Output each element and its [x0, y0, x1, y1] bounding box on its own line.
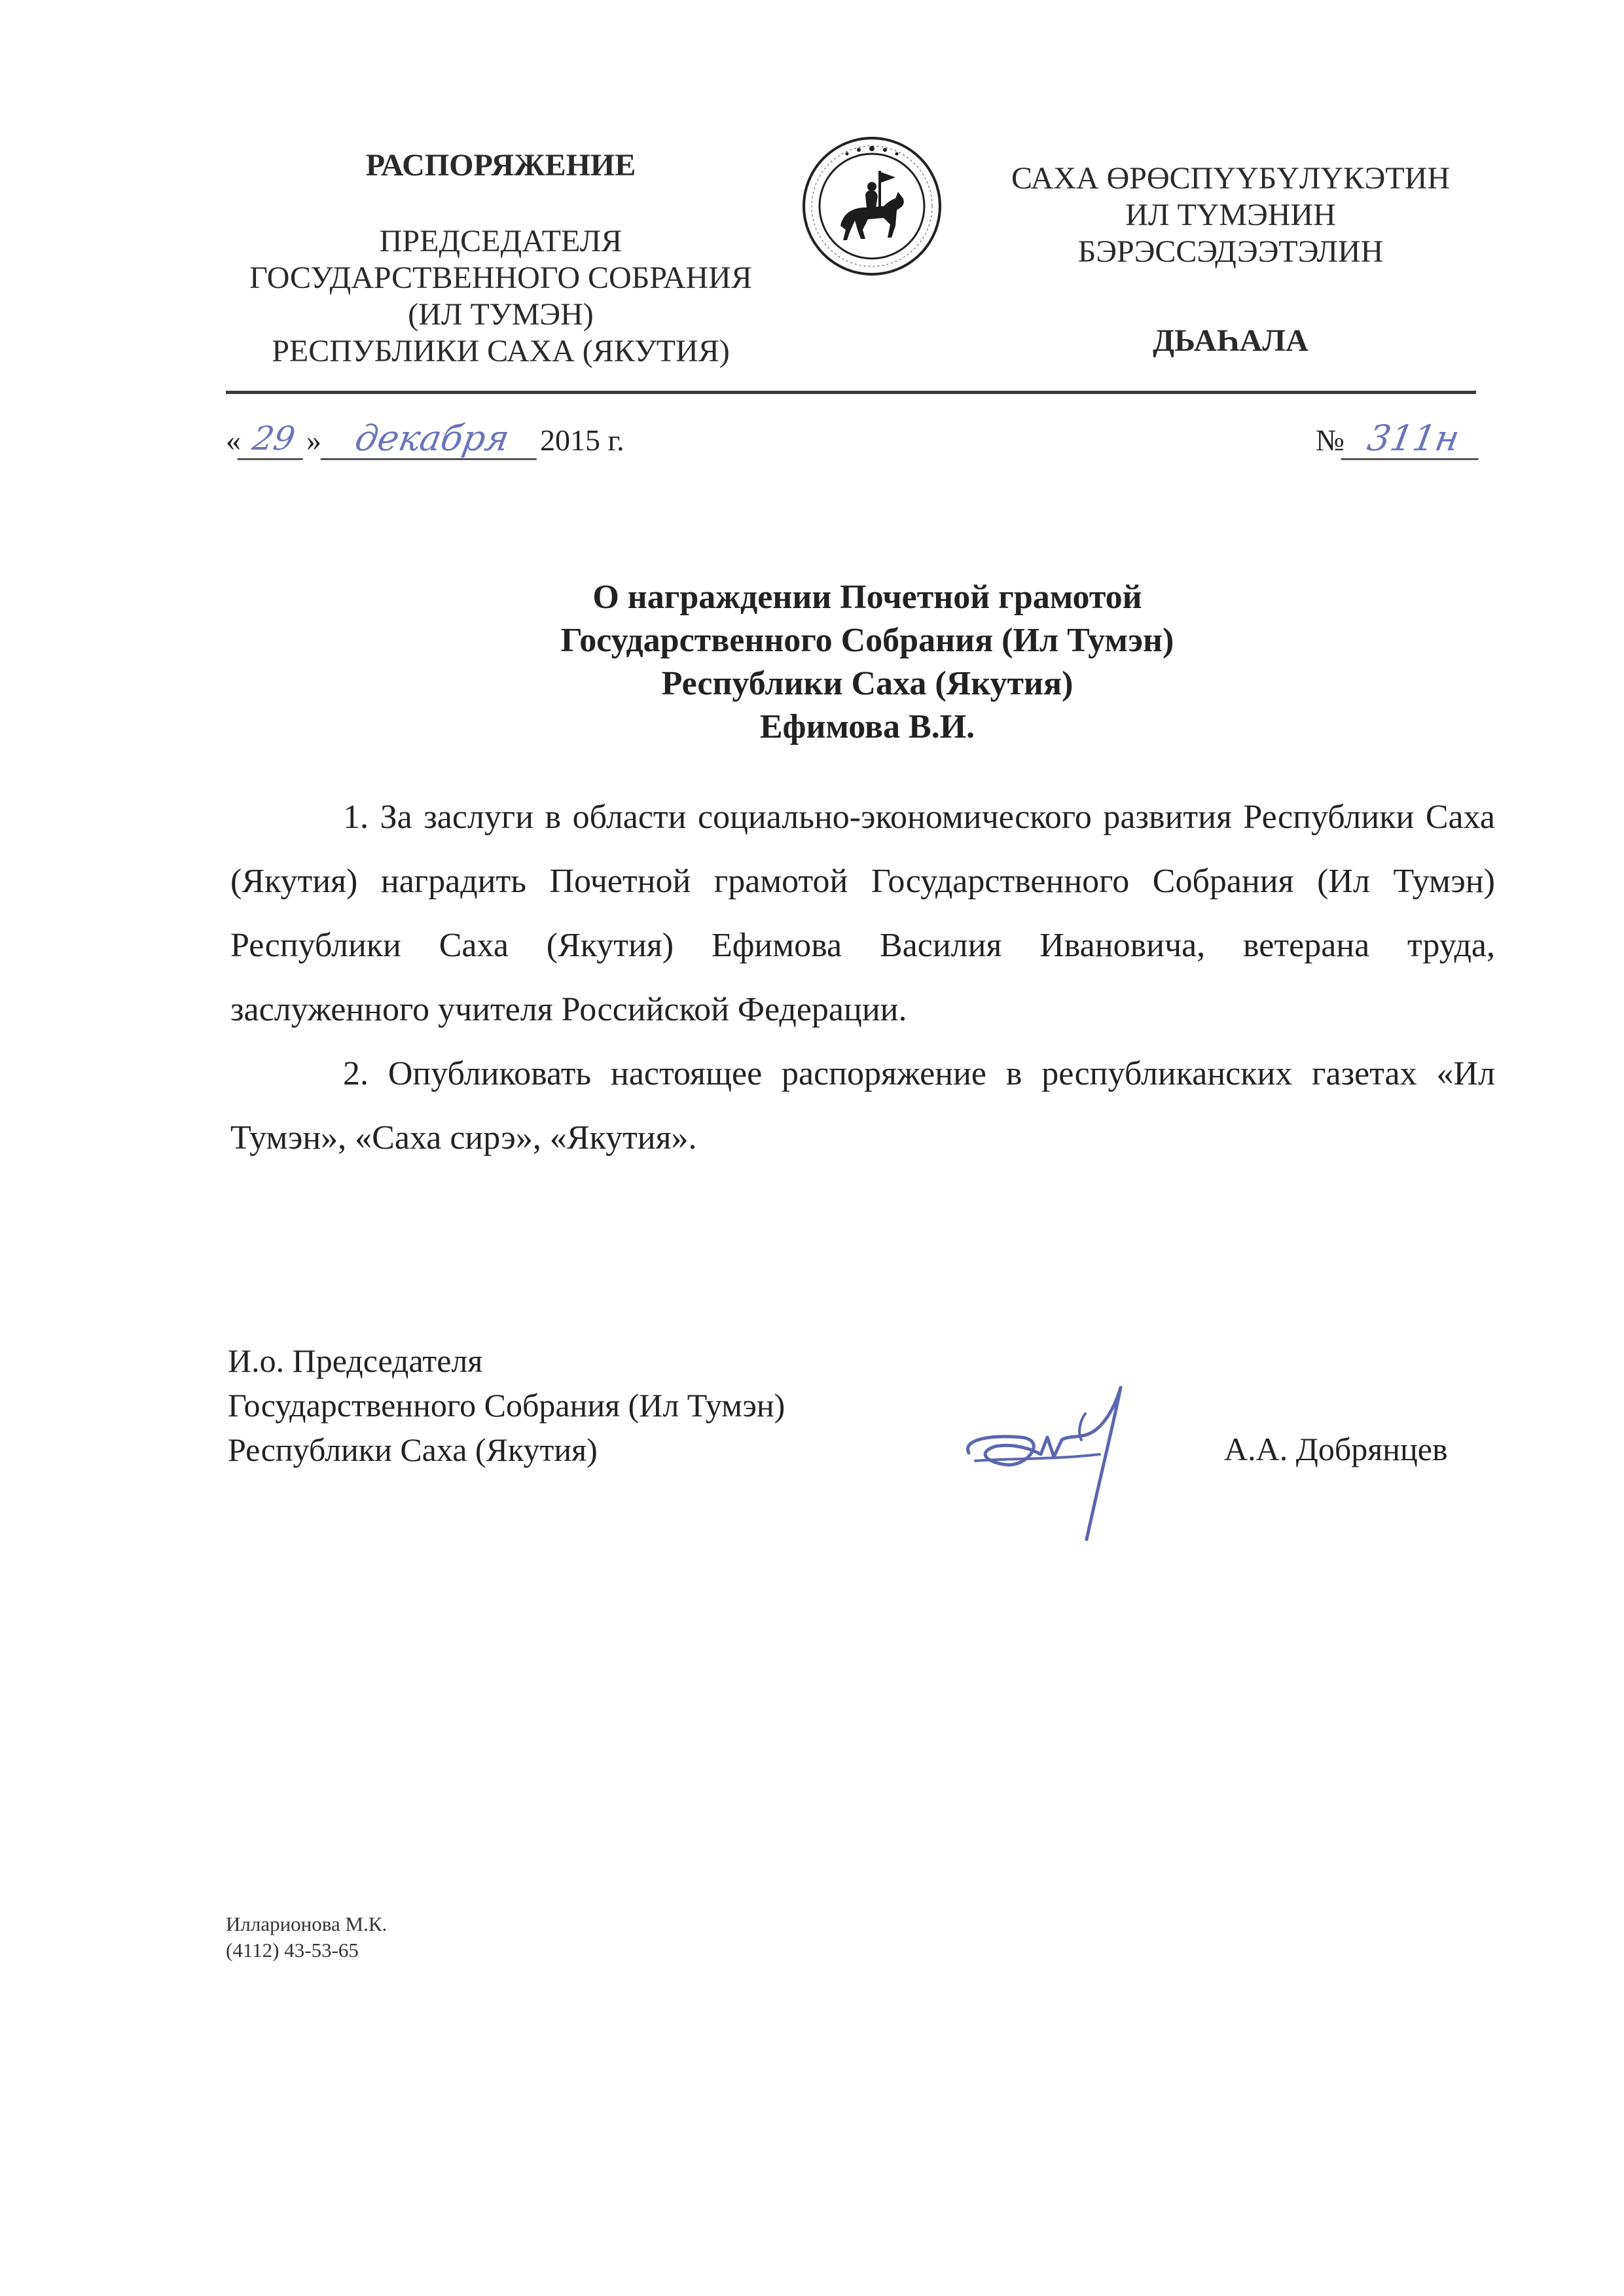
signatory-name: А.А. Добрянцев — [1224, 1431, 1448, 1467]
body-paragraph: 1. За заслуги в области социально-экономического развития Республики Саха (Якутия) наградить Почетной грамотой Государственного Собрания (Ил Тумэн) Республики Саха (Якутия) Ефимова Василия Ивановича, ветерана труда, заслуженного учителя Российской Федерации. — [230, 798, 1495, 1028]
title-line: Республики Саха (Якутия) — [661, 665, 1074, 702]
sakha-republic-emblem-icon — [800, 134, 944, 278]
issuer-line: (ИЛ ТУМЭН) — [408, 297, 594, 332]
executor-name: Илларионова М.К. — [226, 1912, 388, 1935]
title-line: О награждении Почетной грамотой — [592, 579, 1142, 616]
header-divider — [226, 391, 1476, 394]
executor-info — [226, 1911, 387, 1964]
header-right — [982, 160, 1479, 359]
document-body — [230, 785, 1495, 1170]
document-date — [226, 419, 624, 460]
document-type-title-sakha: ДЬАҺАЛА — [1153, 323, 1308, 358]
signatory-position-line: Республики Саха (Якутия) — [228, 1431, 598, 1468]
issuer-line-sakha: БЭРЭССЭДЭЭТЭЛИН — [1077, 234, 1384, 269]
document-type-title: РАСПОРЯЖЕНИЕ — [365, 148, 636, 183]
title-line: Ефимова В.И. — [759, 708, 975, 745]
signatory-position-line: Государственного Собрания (Ил Тумэн) — [228, 1387, 785, 1424]
title-line: Государственного Собрания (Ил Тумэн) — [560, 622, 1174, 659]
header-left — [216, 147, 785, 370]
issuer-line: ГОСУДАРСТВЕННОГО СОБРАНИЯ — [249, 260, 752, 295]
date-close-quote: » — [306, 423, 321, 457]
handwritten-signature — [949, 1374, 1146, 1545]
date-month-handwritten: декабря — [320, 419, 543, 460]
signatory-position — [228, 1338, 785, 1472]
body-paragraph: 2. Опубликовать настоящее распоряжение в республиканских газетах «Ил Тумэн», «Саха сирэ», «Якутия». — [230, 1055, 1495, 1157]
document-title — [226, 576, 1509, 749]
document-number — [1316, 419, 1482, 460]
number-value-handwritten: 311н — [1341, 419, 1485, 460]
number-prefix: № — [1316, 423, 1344, 457]
issuer-line: РЕСПУБЛИКИ САХА (ЯКУТИЯ) — [272, 334, 730, 368]
issuer-line-sakha: САХА ӨРӨСПҮҮБҮЛҮКЭТИН — [1011, 161, 1451, 196]
signatory-position-line: И.о. Председателя — [228, 1342, 483, 1379]
date-open-quote: « — [226, 423, 241, 457]
date-day-handwritten: 29 — [237, 419, 310, 460]
issuer-line: ПРЕДСЕДАТЕЛЯ — [379, 224, 623, 259]
date-year: 2015 г. — [540, 423, 624, 457]
executor-phone: (4112) 43-53-65 — [226, 1939, 359, 1962]
issuer-line-sakha: ИЛ ТҮМЭНИН — [1125, 198, 1336, 232]
